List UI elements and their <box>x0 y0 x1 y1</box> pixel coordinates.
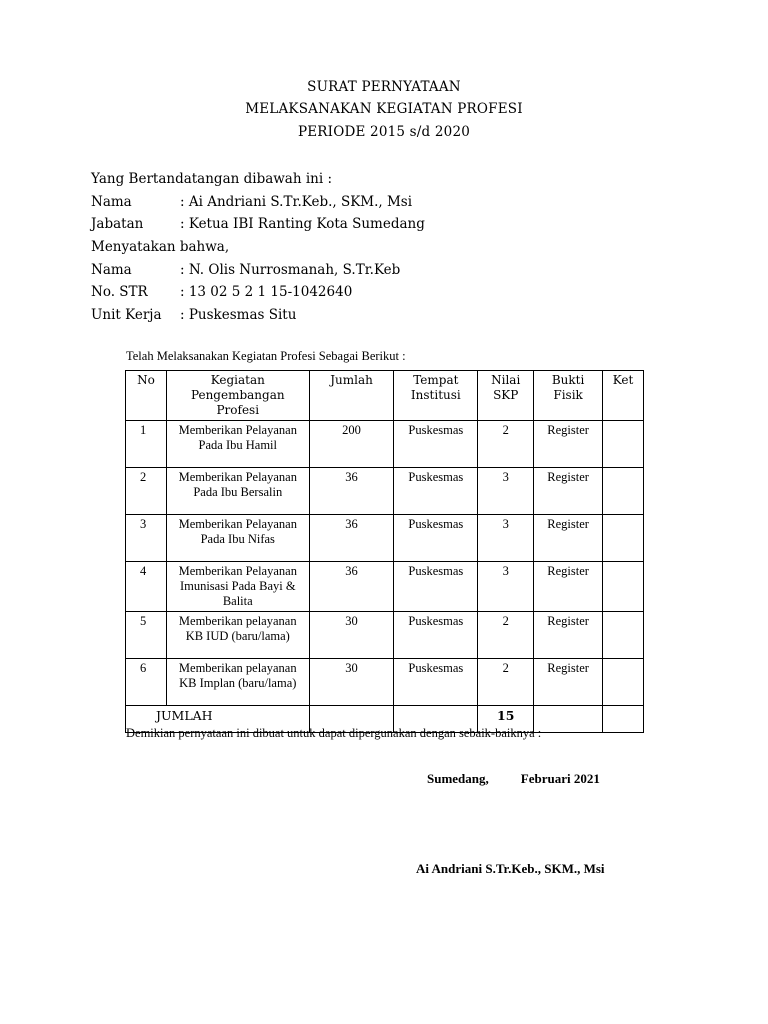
total-empty-ket <box>603 706 644 733</box>
cell-tempat: Puskesmas <box>394 659 478 706</box>
cell-nilai: 3 <box>478 468 534 515</box>
unit-value: : Puskesmas Situ <box>180 307 297 324</box>
cell-jumlah: 36 <box>309 515 394 562</box>
cell-nilai: 2 <box>478 612 534 659</box>
signer-name-row <box>91 191 425 214</box>
cell-jumlah: 200 <box>309 421 394 468</box>
cell-tempat: Puskesmas <box>394 612 478 659</box>
position-row <box>91 213 425 236</box>
closing-text: Demikian pernyataan ini dibuat untuk dapat dipergunakan dengan sebaik-baiknya : <box>126 726 542 740</box>
cell-kegiatan: Memberikan Pelayanan Pada Ibu Bersalin <box>166 468 309 515</box>
signature-date: Februari 2021 <box>520 771 600 786</box>
table-row <box>126 515 644 562</box>
str-value: : 13 02 5 2 1 15-1042640 <box>180 284 353 301</box>
cell-no: 5 <box>126 612 167 659</box>
total-empty-bukti <box>534 706 603 733</box>
cell-kegiatan: Memberikan Pelayanan Pada Ibu Nifas <box>166 515 309 562</box>
cell-no: 6 <box>126 659 167 706</box>
cell-bukti: Register <box>534 612 603 659</box>
header-ket: Ket <box>603 371 644 421</box>
signer-name-label: Nama <box>91 193 132 210</box>
cell-nilai: 2 <box>478 659 534 706</box>
cell-jumlah: 36 <box>309 468 394 515</box>
table-row <box>126 659 644 706</box>
doc-period: PERIODE 2015 s/d 2020 <box>297 124 471 140</box>
cell-no: 1 <box>126 421 167 468</box>
signer-name-value: : Ai Andriani S.Tr.Keb., SKM., Msi <box>180 193 413 210</box>
cell-bukti: Register <box>534 515 603 562</box>
position-label: Jabatan <box>91 216 144 233</box>
cell-tempat: Puskesmas <box>394 468 478 515</box>
cell-tempat: Puskesmas <box>394 515 478 562</box>
header-no: No <box>126 371 167 421</box>
cell-kegiatan: Memberikan pelayanan KB Implan (baru/lama) <box>166 659 309 706</box>
cell-no: 2 <box>126 468 167 515</box>
table-row <box>126 468 644 515</box>
cell-ket <box>603 612 644 659</box>
cell-bukti: Register <box>534 468 603 515</box>
cell-jumlah: 36 <box>309 562 394 612</box>
cell-ket <box>603 562 644 612</box>
statement-line: Menyatakan bahwa, <box>91 239 230 256</box>
total-value: 15 <box>478 706 534 733</box>
table-row <box>126 562 644 612</box>
table-row <box>126 612 644 659</box>
header-kegiatan: Kegiatan Pengembangan Profesi <box>166 371 309 421</box>
cell-ket <box>603 515 644 562</box>
cell-nilai: 3 <box>478 515 534 562</box>
place-date <box>427 771 600 787</box>
cell-nilai: 2 <box>478 421 534 468</box>
cell-ket <box>603 421 644 468</box>
position-value: : Ketua IBI Ranting Kota Sumedang <box>180 216 425 233</box>
cell-kegiatan: Memberikan Pelayanan Imunisasi Pada Bayi & Balita <box>166 562 309 612</box>
activity-table <box>125 370 644 733</box>
subject-name-label: Nama <box>91 261 132 278</box>
cell-jumlah: 30 <box>309 612 394 659</box>
header-tempat: Tempat Institusi <box>394 371 478 421</box>
subject-name-value: : N. Olis Nurrosmanah, S.Tr.Keb <box>180 261 401 278</box>
unit-label: Unit Kerja <box>91 307 162 324</box>
cell-kegiatan: Memberikan Pelayanan Pada Ibu Hamil <box>166 421 309 468</box>
str-row <box>91 281 425 304</box>
cell-tempat: Puskesmas <box>394 562 478 612</box>
cell-ket <box>603 659 644 706</box>
table-header-row <box>126 371 644 421</box>
str-label: No. STR <box>91 284 148 301</box>
cell-ket <box>603 468 644 515</box>
cell-no: 3 <box>126 515 167 562</box>
signature-place: Sumedang, <box>427 771 489 786</box>
cell-bukti: Register <box>534 562 603 612</box>
cell-nilai: 3 <box>478 562 534 612</box>
unit-row <box>91 304 425 327</box>
cell-kegiatan: Memberikan pelayanan KB IUD (baru/lama) <box>166 612 309 659</box>
doc-subtitle: MELAKSANAKAN KEGIATAN PROFESI <box>245 101 523 117</box>
cell-no: 4 <box>126 562 167 612</box>
cell-bukti: Register <box>534 659 603 706</box>
signer-name: Ai Andriani S.Tr.Keb., SKM., Msi <box>416 861 605 876</box>
header-bukti: Bukti Fisik <box>534 371 603 421</box>
cell-jumlah: 30 <box>309 659 394 706</box>
doc-title: SURAT PERNYATAAN <box>307 79 461 95</box>
total-label: JUMLAH <box>126 706 310 733</box>
opening-line: Yang Bertandatangan dibawah ini : <box>91 171 333 187</box>
identity-block <box>91 168 425 327</box>
header-jumlah: Jumlah <box>309 371 394 421</box>
cell-tempat: Puskesmas <box>394 421 478 468</box>
subject-name-row <box>91 259 425 282</box>
table-row <box>126 421 644 468</box>
cell-bukti: Register <box>534 421 603 468</box>
header-nilai: Nilai SKP <box>478 371 534 421</box>
intro-text: Telah Melaksanakan Kegiatan Profesi Sebagai Berikut : <box>126 349 406 363</box>
